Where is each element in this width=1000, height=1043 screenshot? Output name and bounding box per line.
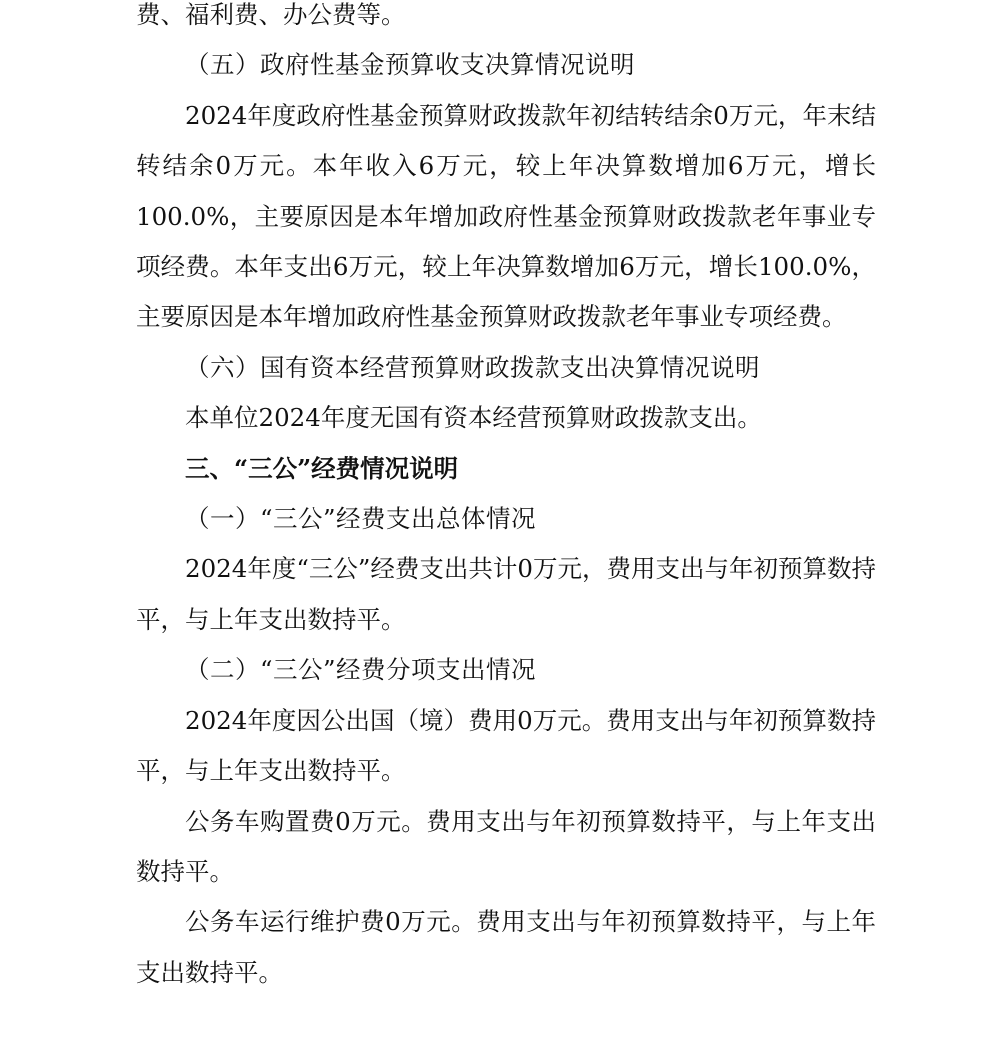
paragraph-government-fund: 2024年度政府性基金预算财政拨款年初结转结余0万元，年末结转结余0万元。本年收入6万元，较上年决算数增加6万元，增长100.0%，主要原因是本年增加政府性基金预算财政拨款老年事业专项经费。本年支出6万元，较上年决算数增加6万元，增长100.0%，主要原因是本年增加政府性基金预算财政拨款老年事业专项经费。 xyxy=(136,100,876,332)
paragraph-continuation: 费、福利费、办公费等。 xyxy=(136,0,406,29)
section-heading-three-public: 三、“三公”经费情况说明 xyxy=(185,453,459,483)
document-page xyxy=(136,0,876,998)
subheading-government-fund: （五）政府性基金预算收支决算情况说明 xyxy=(185,50,635,80)
paragraph-overseas-travel: 2024年度因公出国（境）费用0万元。费用支出与年初预算数持平，与上年支出数持平。 xyxy=(136,705,876,786)
paragraph-state-capital: 本单位2024年度无国有资本经营预算财政拨款支出。 xyxy=(185,403,762,433)
subheading-three-public-overall: （一）“三公”经费支出总体情况 xyxy=(185,504,537,534)
subheading-three-public-items: （二）“三公”经费分项支出情况 xyxy=(185,655,537,685)
subheading-state-capital: （六）国有资本经营预算财政拨款支出决算情况说明 xyxy=(185,352,760,382)
paragraph-three-public-overall: 2024年度“三公”经费支出共计0万元，费用支出与年初预算数持平，与上年支出数持平。 xyxy=(136,554,876,634)
paragraph-vehicle-purchase: 公务车购置费0万元。费用支出与年初预算数持平，与上年支出数持平。 xyxy=(136,806,876,886)
paragraph-vehicle-maintenance: 公务车运行维护费0万元。费用支出与年初预算数持平，与上年支出数持平。 xyxy=(136,907,876,987)
